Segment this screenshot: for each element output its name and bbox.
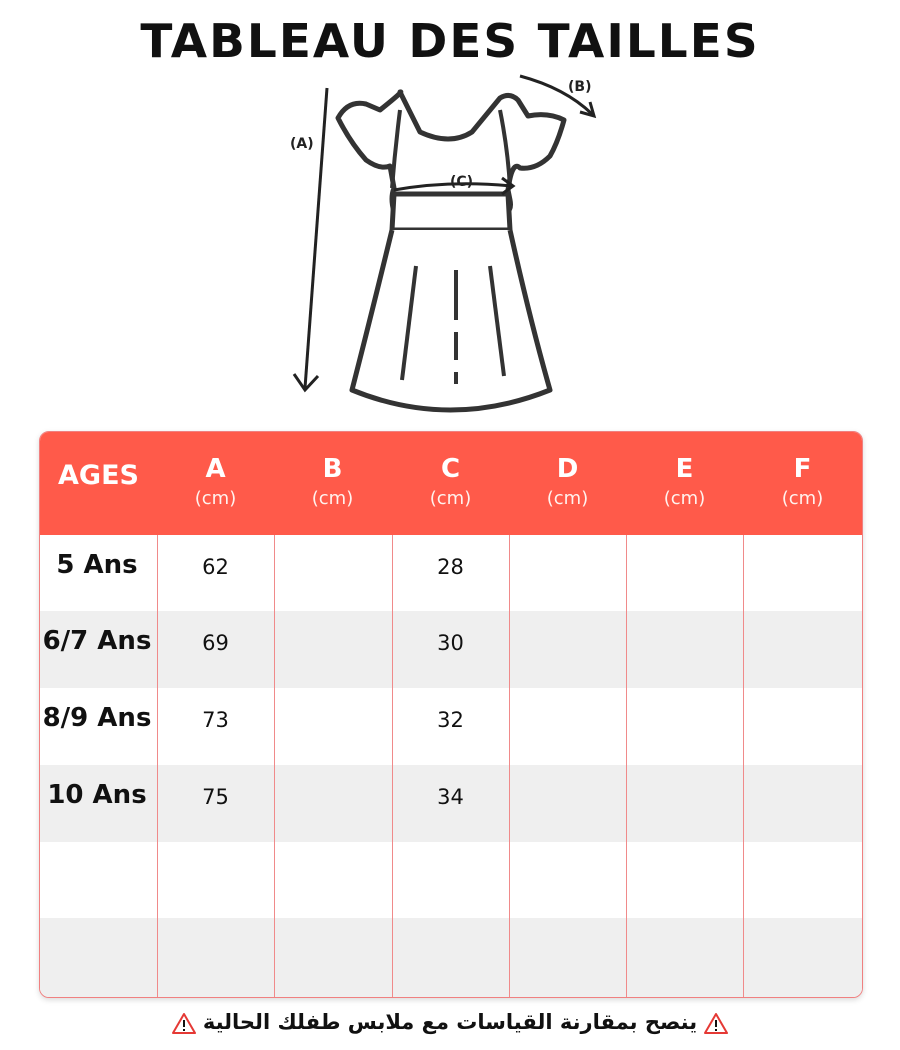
warning-icon: [172, 1012, 196, 1034]
table-header: [40, 432, 862, 535]
grid-line: [274, 535, 275, 997]
cell-c: 28: [437, 555, 464, 579]
grid-line: [509, 535, 510, 997]
age-cell: 6/7 Ans: [42, 626, 152, 656]
grid-line: [392, 535, 393, 997]
col-header-a: [157, 432, 274, 535]
grid-line: [743, 535, 744, 997]
table-row: [40, 918, 862, 997]
table-row: [40, 842, 862, 919]
label-a: (A): [290, 136, 314, 152]
col-header-ages: [40, 432, 157, 535]
col-header-unit: (cm): [546, 488, 589, 509]
col-header-unit: (cm): [194, 488, 237, 509]
cell-c: 34: [437, 785, 464, 809]
arrow-a: [305, 88, 327, 388]
footer-text: ينصح بمقارنة القياسات مع ملابس طفلك الحالية: [202, 1010, 698, 1034]
dress-outline-icon: [280, 70, 620, 425]
col-header-unit: (cm): [429, 488, 472, 509]
col-header-unit: (cm): [311, 488, 354, 509]
cell-a: 62: [202, 555, 229, 579]
col-header-label: AGES: [58, 460, 139, 491]
table-row: [40, 611, 862, 688]
col-header-label: B: [322, 454, 343, 484]
label-c: (C): [450, 174, 474, 190]
cell-a: 69: [202, 631, 229, 655]
grid-line: [626, 535, 627, 997]
col-header-label: F: [793, 454, 812, 484]
cell-c: 32: [437, 708, 464, 732]
col-header-c: [392, 432, 509, 535]
col-header-d: [509, 432, 626, 535]
cell-a: 73: [202, 708, 229, 732]
age-cell: 5 Ans: [56, 550, 138, 580]
col-header-unit: (cm): [663, 488, 706, 509]
cell-c: 30: [437, 631, 464, 655]
age-cell: 10 Ans: [47, 780, 147, 810]
col-header-b: [274, 432, 391, 535]
table-row: [40, 765, 862, 842]
label-b: (B): [568, 79, 592, 95]
col-header-e: [626, 432, 743, 535]
cell-a: 75: [202, 785, 229, 809]
size-table: [39, 431, 863, 998]
col-header-label: D: [556, 454, 579, 484]
table-row: [40, 688, 862, 765]
col-header-label: C: [440, 454, 461, 484]
col-header-unit: (cm): [781, 488, 824, 509]
footer-note: [0, 1010, 900, 1034]
grid-line: [157, 535, 158, 997]
col-header-f: [743, 432, 862, 535]
table-row: [40, 535, 862, 612]
col-header-label: A: [205, 454, 226, 484]
page-title: TABLEAU DES TAILLES: [140, 14, 760, 68]
age-cell: 8/9 Ans: [42, 703, 152, 733]
warning-icon: [704, 1012, 728, 1034]
col-header-label: E: [675, 454, 694, 484]
